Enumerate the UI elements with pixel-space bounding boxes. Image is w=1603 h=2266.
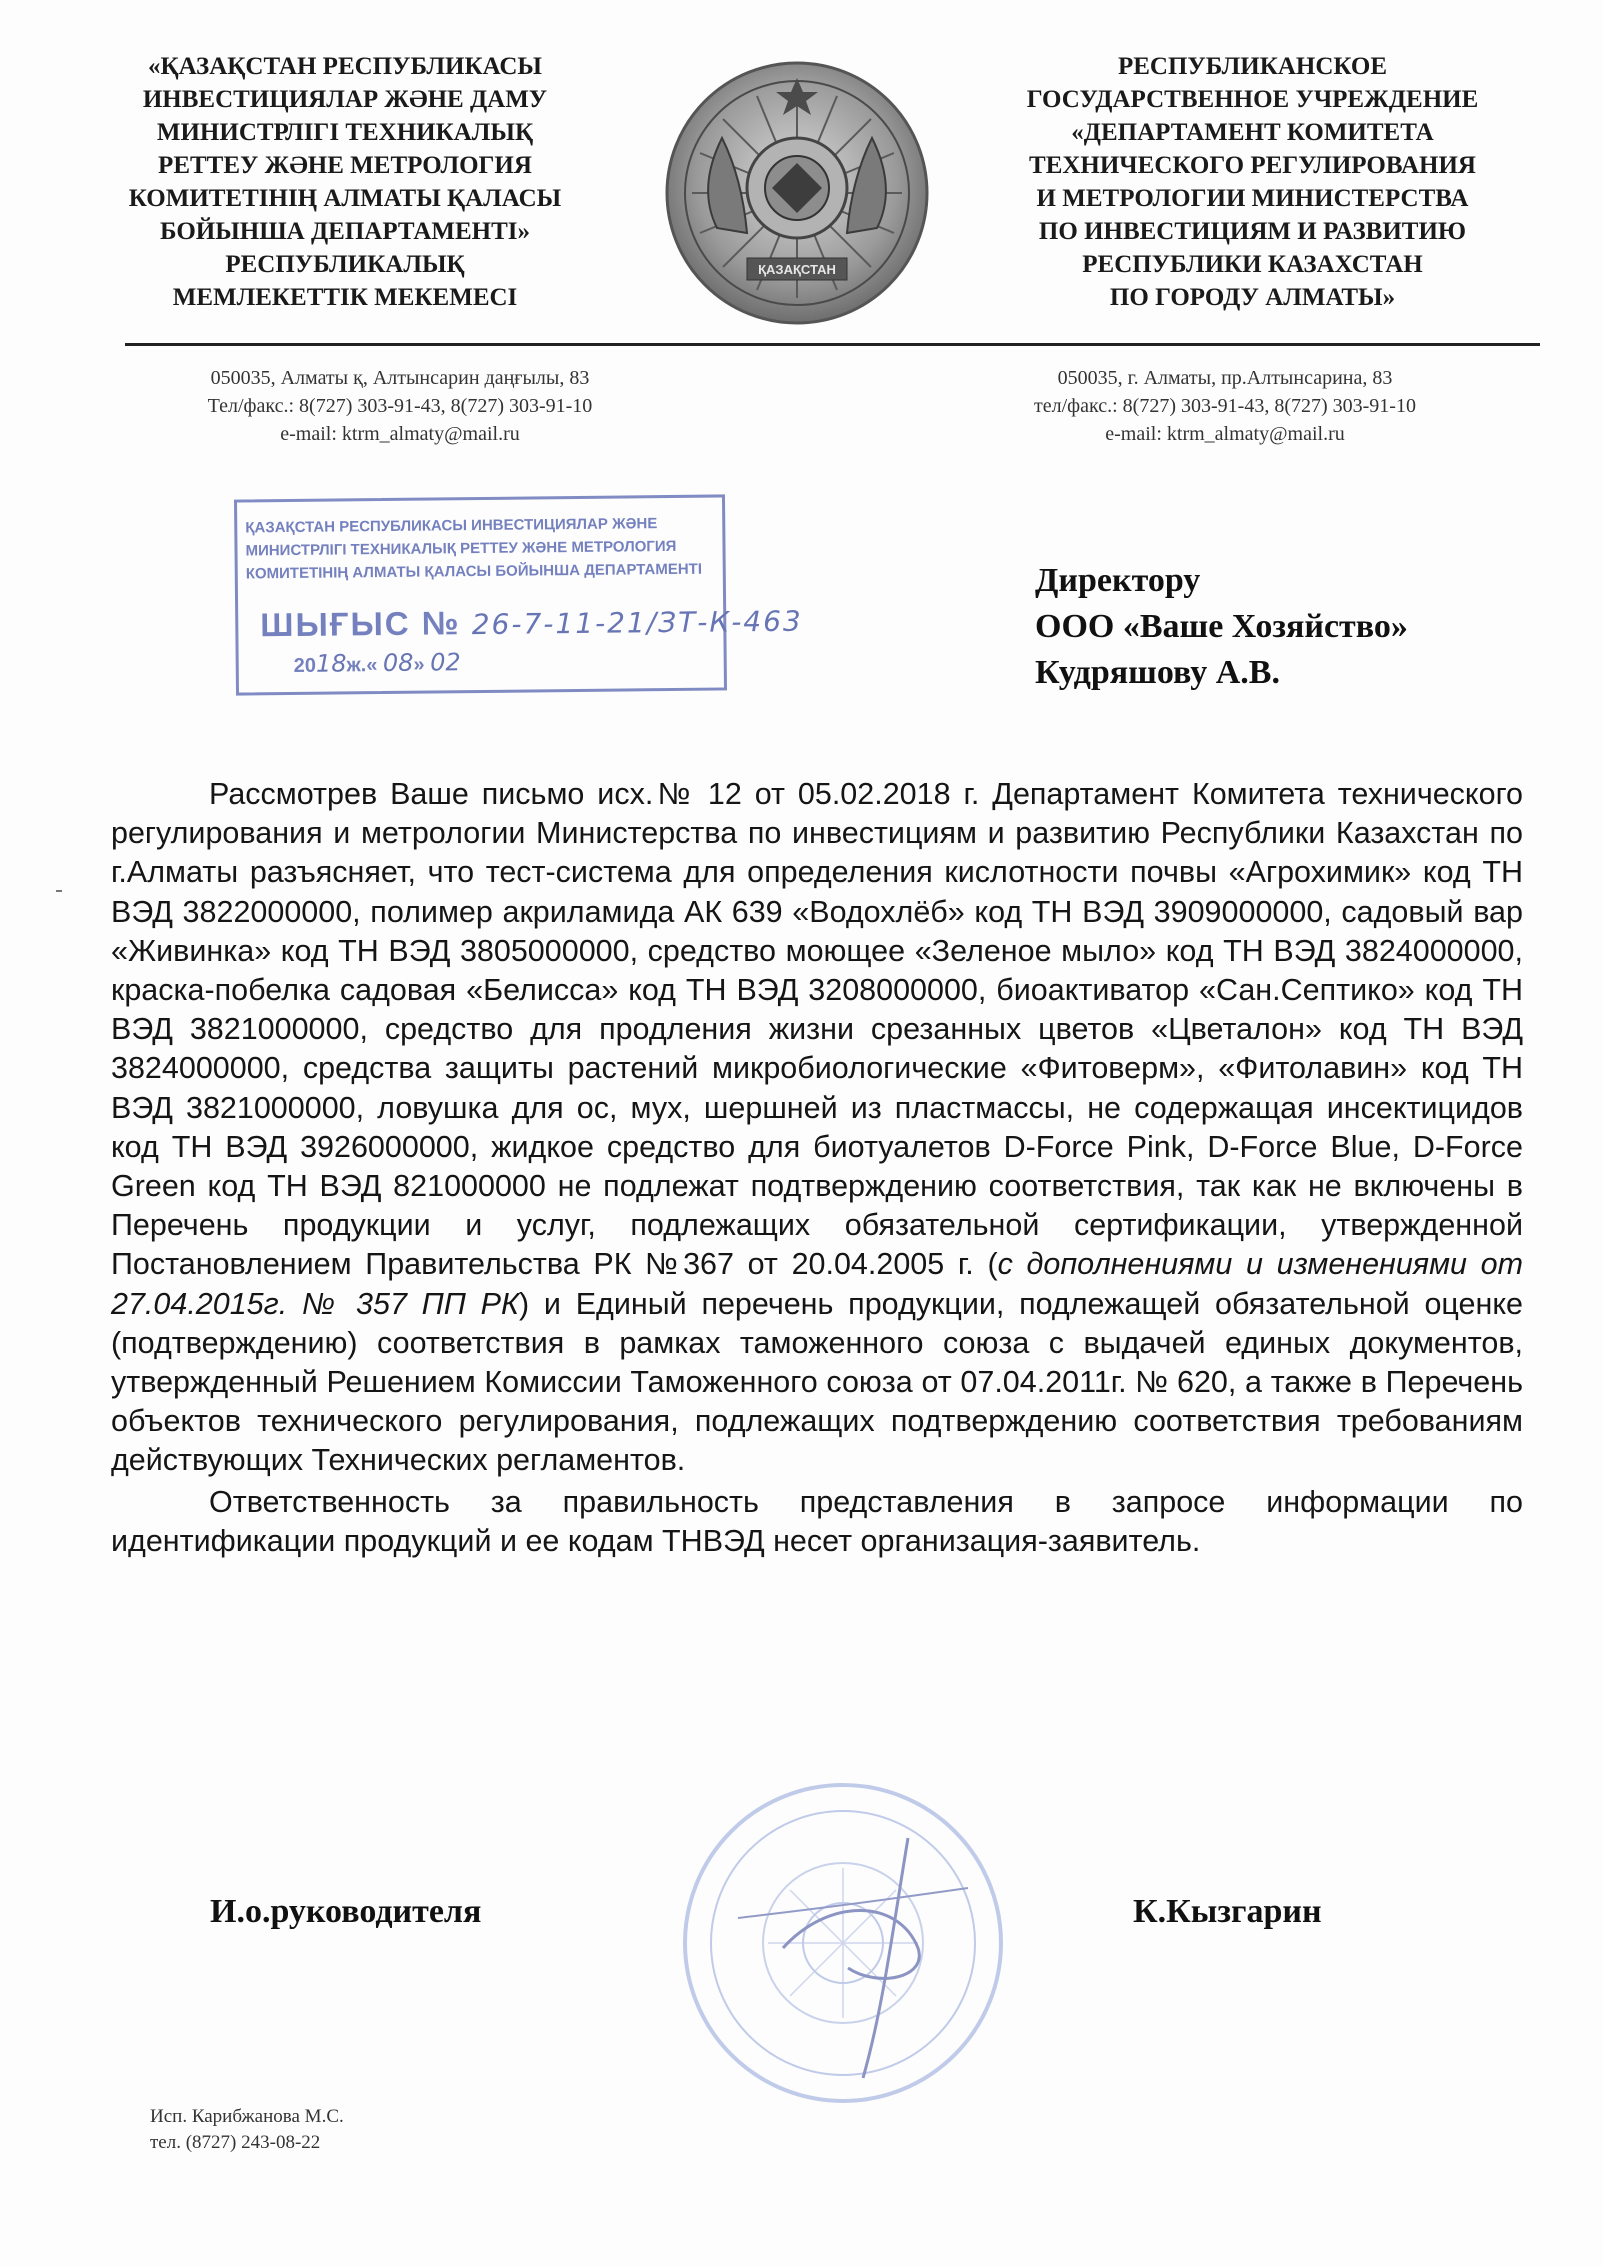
executor-block — [150, 2104, 344, 2156]
body-paragraph — [111, 1483, 1523, 1561]
header-line: МИНИСТРЛІГІ ТЕХНИКАЛЫҚ — [156, 119, 534, 146]
stamp-line: КОМИТЕТІНІҢ АЛМАТЫ ҚАЛАСЫ БОЙЫНША ДЕПАРТАМЕНТІ — [245, 560, 703, 583]
addressee-position: Директору — [1035, 562, 1201, 599]
body-text-italic: с дополнениями и изменениями от 27.04.2015г. № 357 ПП РК — [111, 1247, 1524, 1321]
header-line: РЕТТЕУ ЖӘНЕ МЕТРОЛОГИЯ — [158, 152, 532, 179]
header-divider — [125, 343, 1540, 346]
body-text: ) и Единый перечень продукции, подлежащей обязательной оценке (подтверждению) соответствия в рамках таможенного союза с выдачей единых документов, утвержденный Решением Комиссии Таможенного союза от 07.04.2011г. № 620, а также в Перечень объектов технического регулирования, подлежащих подтверждению соответствия требованиям действующих Технических регламентов. — [111, 1286, 1524, 1478]
handwritten-day: 02 — [430, 648, 461, 677]
body-text: Ответственность за правильность представления в запросе информации по идентификации продукций и ее кодам ТНВЭД несет организация-заявитель. — [111, 1484, 1523, 1558]
header-line: РЕСПУБЛИКИ КАЗАХСТАН — [1082, 251, 1423, 278]
header-line: ТЕХНИЧЕСКОГО РЕГУЛИРОВАНИЯ — [1029, 152, 1476, 179]
stamp-date — [294, 648, 461, 678]
header-kazakh — [95, 50, 595, 314]
emblem-label: ҚАЗАҚСТАН — [758, 262, 836, 277]
header-russian — [985, 50, 1520, 314]
header-line: «ДЕПАРТАМЕНТ КОМИТЕТА — [1071, 119, 1434, 146]
stamp-outgoing-number — [260, 601, 803, 645]
header-line: БОЙЫНША ДЕПАРТАМЕНТІ» — [159, 218, 531, 245]
address-kazakh — [140, 364, 660, 448]
executor-phone: тел. (8727) 243-08-22 — [150, 2132, 321, 2153]
signatory-position: И.о.руководителя — [210, 1893, 482, 1930]
header-line: КОМИТЕТІНІҢ АЛМАТЫ ҚАЛАСЫ — [128, 185, 562, 212]
executor-name: Исп. Карибжанова М.С. — [150, 2106, 344, 2127]
header-line: РЕСПУБЛИКАЛЫҚ — [225, 251, 465, 278]
address-line: 050035, Алматы қ, Алтынсарин даңғылы, 83 — [210, 367, 590, 389]
body-paragraph — [111, 775, 1523, 1481]
official-seal-icon — [678, 1778, 1008, 2108]
margin-mark — [56, 890, 62, 892]
signatory-name: К.Кызгарин — [1133, 1893, 1322, 1930]
header-line: «ҚАЗАҚСТАН РЕСПУБЛИКАСЫ — [148, 53, 542, 80]
email-text: e-mail: ktrm_almaty@mail.ru — [1105, 423, 1345, 445]
header-line: ИНВЕСТИЦИЯЛАР ЖӘНЕ ДАМУ — [142, 86, 548, 113]
address-line: Тел/факс.: 8(727) 303-91-43, 8(727) 303-91-10 — [207, 395, 593, 417]
stamp-outgoing-label: ШЫҒЫС № — [260, 604, 461, 644]
email-text: e-mail: ktrm_almaty@mail.ru — [280, 423, 520, 445]
addressee-block — [1035, 558, 1515, 696]
address-line: 050035, г. Алматы, пр.Алтынсарина, 83 — [1057, 367, 1393, 389]
stamp-year-prefix: 20 — [293, 654, 317, 677]
stamp-day-separator: » — [413, 653, 425, 676]
address-russian — [950, 364, 1500, 448]
header-line: ПО ГОРОДУ АЛМАТЫ» — [1109, 284, 1396, 311]
handwritten-number: 26-7-11-21/ЗТ-К-463 — [471, 604, 803, 642]
header-line: ГОСУДАРСТВЕННОЕ УЧРЕЖДЕНИЕ — [1026, 86, 1479, 113]
header-line: ПО ИНВЕСТИЦИЯМ И РАЗВИТИЮ — [1038, 218, 1467, 245]
stamp-line: МИНИСТРЛІГІ ТЕХНИКАЛЫҚ РЕТТЕУ ЖӘНЕ МЕТРОЛОГИЯ — [245, 537, 677, 560]
body-text: Рассмотрев Ваше письмо исх.№ 12 от 05.02.2018 г. Департамент Комитета технического регулирования и метрологии Министерства по инвестициям и развитию Республики Казахстан по г.Алматы разъясняет, что тест-система для определения кислотности почвы «Агрохимик» код ТН ВЭД 3822000000, полимер акриламида АК 639 «Водохлёб» код ТН ВЭД 3909000000, садовый вар «Живинка» код ТН ВЭД 3805000000, средство моющее «Зеленое мыло» код ТН ВЭД 3824000000, краска-побелка садовая «Белисса» код ТН ВЭД 3208000000, биоактиватор «Сан.Септико» код ТН ВЭД 3821000000, средство для продления жизни срезанных цветов «Цветалон» код ТН ВЭД 3824000000, средства защиты растений микробиологические «Фитоверм», «Фитолавин» код ТН ВЭД 3821000000, ловушка для ос, мух, шершней из пластмассы, не содержащая инсектицидов код ТН ВЭД 3926000000, жидкое средство для биотуалетов D-Force Pink, D-Force Blue, D-Force Green код ТН ВЭД 821000000 не подлежат подтверждению соответствия, так как не включены в Перечень продукции и услуг, подлежащих обязательной сертификации, утвержденной Постановлением Правительства РК №367 от 20.04.2005 г. ( — [111, 777, 1523, 1282]
header-line: И МЕТРОЛОГИИ МИНИСТЕРСТВА — [1036, 185, 1469, 212]
stamp-line: ҚАЗАҚСТАН РЕСПУБЛИКАСЫ ИНВЕСТИЦИЯЛАР ЖӘНЕ — [245, 515, 658, 537]
letter-body — [111, 775, 1523, 1561]
handwritten-year: 18 — [315, 649, 347, 678]
address-line: тел/факс.: 8(727) 303-91-43, 8(727) 303-91-10 — [1034, 395, 1416, 417]
header-line: РЕСПУБЛИКАНСКОЕ — [1117, 53, 1388, 80]
stamp-year-suffix: ж.« — [346, 654, 378, 677]
outgoing-registration-stamp — [234, 494, 803, 695]
addressee-name: Кудряшову А.В. — [1035, 654, 1280, 691]
handwritten-month: 08 — [382, 648, 414, 678]
addressee-company: ООО «Ваше Хозяйство» — [1035, 608, 1408, 645]
state-emblem-icon — [662, 58, 932, 328]
header-line: МЕМЛЕКЕТТІК МЕКЕМЕСІ — [172, 284, 518, 311]
